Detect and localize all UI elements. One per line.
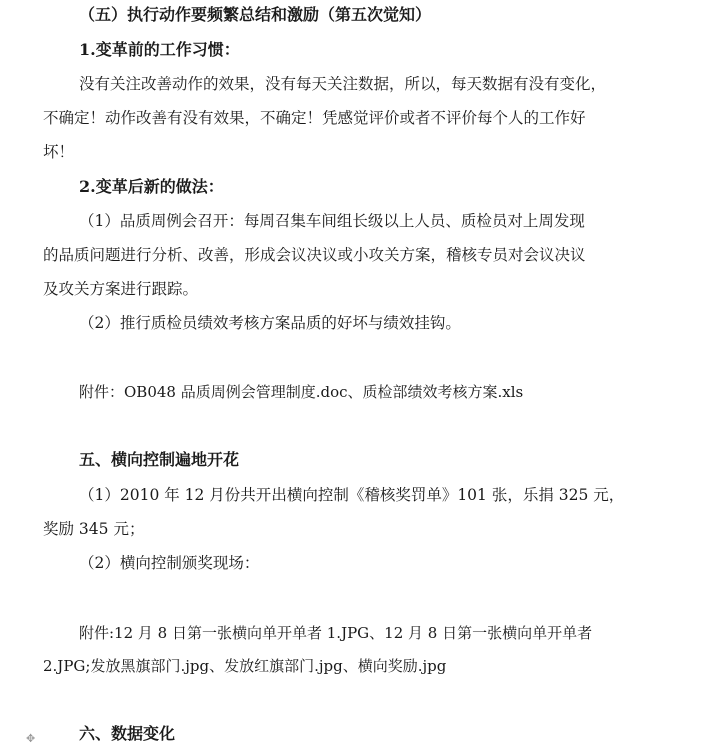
attachment-line: 附件：OB048 品质周例会管理制度.doc、质检部绩效考核方案.xls xyxy=(79,383,524,401)
attachment-line: 2.JPG;发放黑旗部门.jpg、发放红旗部门.jpg、横向奖励.jpg xyxy=(43,657,447,675)
paragraph-line: 的品质问题进行分析、改善，形成会议决议或小攻关方案，稽核专员对会议决议 xyxy=(43,246,586,264)
move-cursor-icon: ✥ xyxy=(26,732,36,745)
paragraph-line: 及攻关方案进行跟踪。 xyxy=(43,280,199,298)
paragraph-line: （2）推行质检员绩效考核方案品质的好坏与绩效挂钩。 xyxy=(79,314,461,332)
paragraph-line: 坏！ xyxy=(43,143,75,161)
paragraph-line: （1）2010 年 12 月份共开出横向控制《稽核奖罚单》101 张，乐捐 325 元， xyxy=(79,486,625,504)
after-heading: 2.变革后新的做法： xyxy=(79,177,224,196)
before-heading: 1.变革前的工作习惯： xyxy=(79,40,240,59)
part-six-heading: 六、数据变化 xyxy=(79,724,176,743)
attachment-line: 附件:12 月 8 日第一张横向单开单者 1.JPG、12 月 8 日第一张横向单开单者 xyxy=(79,624,593,642)
paragraph-line: 不确定！动作改善有没有效果，不确定！凭感觉评价或者不评价每个人的工作好 xyxy=(43,109,586,127)
paragraph-line: （2）横向控制颁奖现场： xyxy=(79,554,260,572)
paragraph-line: 奖励 345 元； xyxy=(43,520,145,538)
part-five-heading: 五、横向控制遍地开花 xyxy=(79,450,240,469)
section-heading-five: （五）执行动作要频繁总结和激励（第五次觉知） xyxy=(79,5,432,24)
paragraph-line: 没有关注改善动作的效果，没有每天关注数据，所以，每天数据有没有变化， xyxy=(79,75,607,93)
paragraph-line: （1）品质周例会召开：每周召集车间组长级以上人员、质检员对上周发现 xyxy=(79,212,585,230)
